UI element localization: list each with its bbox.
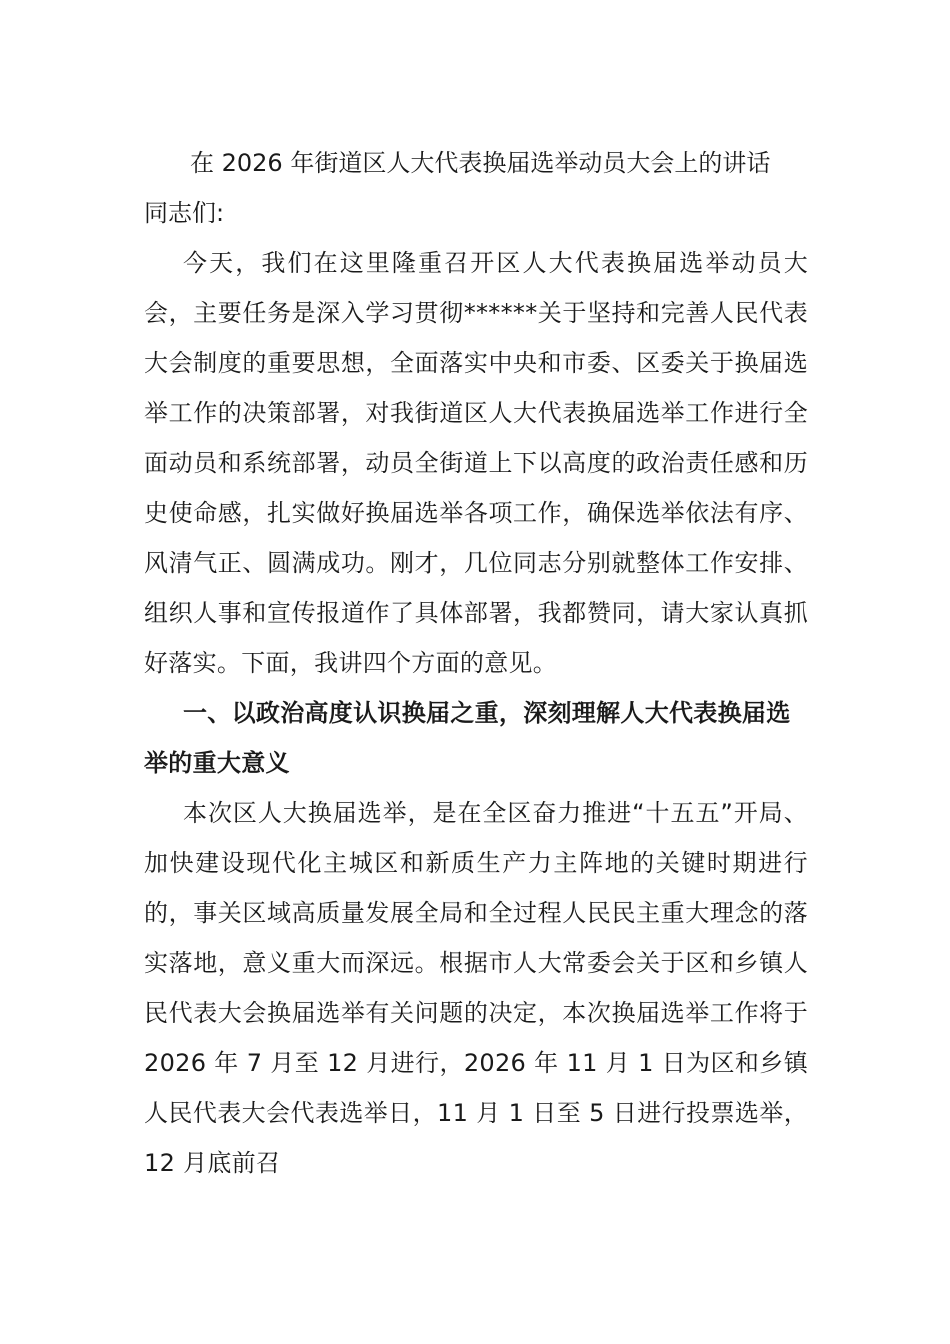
- section-heading-1: 一、以政治高度认识换届之重，深刻理解人大代表换届选举的重大意义: [144, 699, 791, 777]
- document-body: [144, 138, 808, 1188]
- paragraph-opening: 今天，我们在这里隆重召开区人大代表换届选举动员大会，主要任务是深入学习贯彻******关于坚持和完善人民代表大会制度的重要思想，全面落实中央和市委、区委关于换届选举工作的决策部署，对我街道区人大代表换届选举工作进行全面动员和系统部署，动员全街道上下以高度的政治责任感和历史使命感，扎实做好换届选举各项工作，确保选举依法有序、风清气正、圆满成功。刚才，几位同志分别就整体工作安排、组织人事和宣传报道作了具体部署，我都赞同，请大家认真抓好落实。下面，我讲四个方面的意见。: [144, 249, 808, 677]
- document-title: 在 2026 年街道区人大代表换届选举动员大会上的讲话: [190, 149, 771, 177]
- salutation: 同志们:: [144, 199, 225, 227]
- paragraph-section-1: 本次区人大换届选举，是在全区奋力推进“十五五”开局、加快建设现代化主城区和新质生产力主阵地的关键时期进行的，事关区域高质量发展全局和全过程人民民主重大理念的落实落地，意义重大而深远。根据市人大常委会关于区和乡镇人民代表大会换届选举有关问题的决定，本次换届选举工作将于 2026 年 7 月至 12 月进行，2026 年 11 月 1 日为区和乡镇人民代表大会代表选举日，11 月 1 日至 5 日进行投票选举，12 月底前召: [144, 799, 808, 1177]
